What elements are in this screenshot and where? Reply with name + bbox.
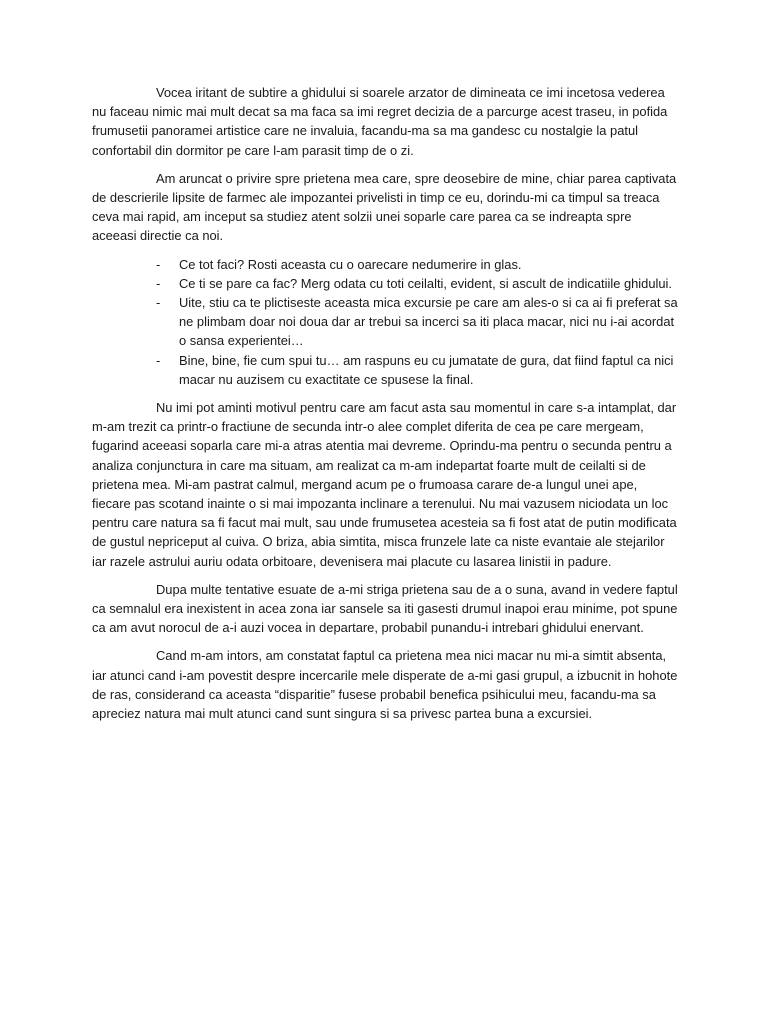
dialogue-dash: - [156, 295, 161, 311]
dialogue-dash: - [156, 256, 161, 272]
dialogue-dash: - [156, 275, 161, 291]
dialogue-text: Uite, stiu ca te plictiseste aceasta mica excursie pe care am ales-o si ca ai fi preferat sa ne plimbam doar noi doua dar ar trebui sa incerci sa iti placa macar, nici nu i-ai acordat o sansa experientei… [179, 295, 678, 349]
document-body [92, 83, 678, 732]
dialogue-item [92, 351, 678, 389]
paragraph-2: Am aruncat o privire spre prietena mea care, spre deosebire de mine, chiar parea captivata de descrierile lipsite de farmec ale impozantei privelisti in timp ce eu, dorindu-mi ca timpul sa treaca ceva mai rapid, am inceput sa studiez atent solzii unei soparle care parea ca se indreapta spre aceeasi directie ca noi. [92, 170, 677, 244]
dialogue-text: Bine, bine, fie cum spui tu… am raspuns eu cu jumatate de gura, dat fiind faptul ca nici macar nu auzisem cu exactitate ce spusese la final. [179, 352, 674, 387]
dialogue-text: Ce ti se pare ca fac? Merg odata cu toti ceilalti, evident, si ascult de indicatiile ghidului. [179, 275, 672, 291]
paragraph-5: Cand m-am intors, am constatat faptul ca prietena mea nici macar nu mi-a simtit absenta, iar atunci cand i-am povestit despre incercarile mele disperate de a-mi gasi grupul, a izbucnit in hohote de ras, considerand ca aceasta “disparitie” fusese probabil benefica psihicului meu, facandu-ma sa apreciez natura mai mult atunci cand sunt singura si sa privesc partea buna a excursiei. [92, 648, 678, 722]
dialogue-item [92, 255, 678, 274]
paragraph-4: Dupa multe tentative esuate de a-mi striga prietena sau de a o suna, avand in vedere faptul ca semnalul era inexistent in acea zona iar sansele sa iti gasesti drumul inapoi erau minime, pot spune ca am avut norocul de a-i auzi vocea in departare, probabil punandu-i intrebari ghidului enervant. [92, 581, 678, 636]
paragraph-1: Vocea iritant de subtire a ghidului si soarele arzator de dimineata ce imi incetosa vederea nu faceau nimic mai mult decat sa ma faca sa imi regret decizia de a parcurge acest traseu, in pofida frumusetii panoramei artistice care ne invaluia, facandu-ma sa ma gandesc cu nostalgie la patul confortabil din dormitor pe care l-am parasit timp de o zi. [92, 85, 668, 158]
dialogue-list [92, 255, 678, 389]
paragraph-3: Nu imi pot aminti motivul pentru care am facut asta sau momentul in care s-a intamplat, dar m-am trezit ca printr-o fractiune de secunda intr-o alee complet diferita de cea pe care mergeam, fugarind aceeasi soparla care mi-a atras atentia mai devreme. Oprindu-ma pentru o secunda pentru a analiza conjunctura in care ma situam, am realizat ca m-am indepartat foarte mult de ceilalti si de prietena mea. Mi-am pastrat calmul, mergand acum pe o frumoasa carare de-a lungul unei ape, fiecare pas scotand inainte o si mai impozanta inclinare a terenului. Nu mai vazusem niciodata un loc pentru care natura sa fi facut mai mult, sau unde frumusetea acesteia sa fi fost atat de putin modificata de gustul nepriceput al cuiva. O briza, abia simtita, misca frunzele late ca niste evantaie ale stejarilor iar razele astrului auriu odata orbitoare, devenisera mai placute cu lasarea linistii in padure. [92, 400, 677, 569]
dialogue-item [92, 293, 678, 351]
dialogue-text: Ce tot faci? Rosti aceasta cu o oarecare nedumerire in glas. [179, 256, 522, 272]
dialogue-dash: - [156, 352, 161, 368]
dialogue-item [92, 274, 678, 293]
